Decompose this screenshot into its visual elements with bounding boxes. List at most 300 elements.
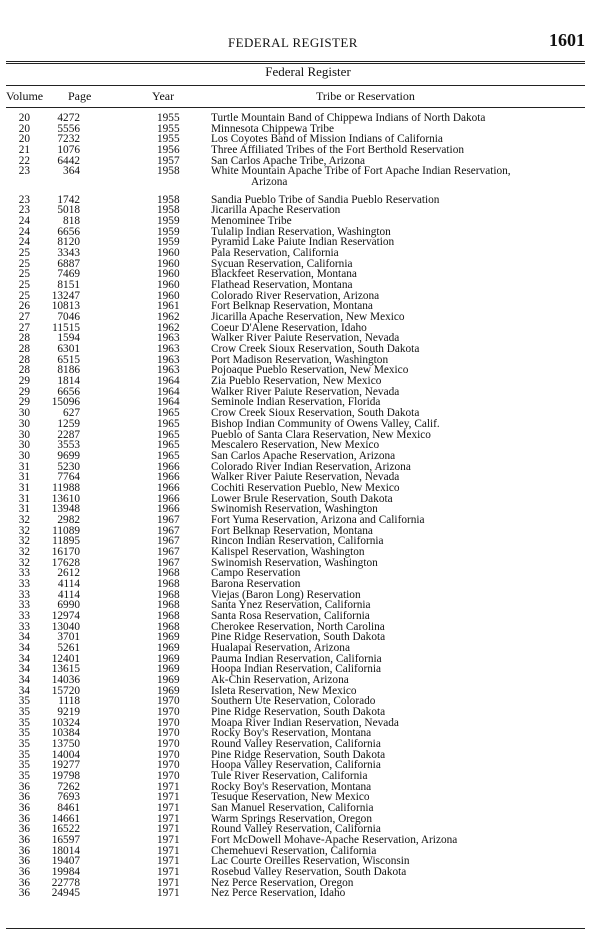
year-cell: 1967 bbox=[157, 556, 180, 569]
volume-cell: 23 bbox=[18, 165, 30, 178]
tribe-text: Rosebud Valley Reservation, South Dakota bbox=[211, 866, 407, 879]
year-cell: 1971 bbox=[157, 844, 180, 857]
page-cell: 11089 bbox=[52, 524, 80, 537]
tribe-text: Swinomish Reservation, Washington bbox=[211, 503, 378, 516]
page-cell: 2982 bbox=[57, 513, 80, 526]
year-cell: 1965 bbox=[157, 449, 180, 462]
page-cell: 2287 bbox=[57, 428, 80, 441]
year-cell: 1960 bbox=[157, 257, 180, 270]
year-cell: 1956 bbox=[157, 144, 180, 157]
tribe-text: Bishop Indian Community of Owens Valley, Calif. bbox=[211, 417, 440, 430]
page-cell: 364 bbox=[63, 165, 80, 178]
volume-cell: 29 bbox=[18, 396, 30, 409]
volume-cell: 32 bbox=[18, 524, 30, 537]
page-cell: 5261 bbox=[57, 641, 80, 654]
year-cell: 1965 bbox=[157, 428, 180, 441]
page-cell: 1076 bbox=[57, 144, 80, 157]
volume-cell: 34 bbox=[18, 631, 30, 644]
page-cell: 6656 bbox=[57, 385, 80, 398]
page-cell: 16170 bbox=[51, 545, 80, 558]
year-cell: 1967 bbox=[157, 545, 180, 558]
volume-cell: 35 bbox=[18, 748, 30, 761]
tribe-text: Crow Creek Sioux Reservation, South Dakota bbox=[211, 407, 420, 420]
page-cell: 13247 bbox=[51, 289, 80, 302]
volume-cell: 35 bbox=[18, 770, 30, 782]
tribe-text: Walker River Paiute Reservation, Nevada bbox=[211, 385, 400, 398]
page-cell: 3701 bbox=[57, 631, 80, 644]
tribe-cell bbox=[211, 166, 591, 187]
volume-cell: 30 bbox=[18, 407, 30, 420]
tribe-text: Minnesota Chippewa Tribe bbox=[211, 122, 335, 135]
page-cell: 18014 bbox=[51, 844, 80, 857]
bottom-rule bbox=[6, 928, 585, 929]
tribe-text: Cherokee Reservation, North Carolina bbox=[211, 620, 385, 633]
tribe-text: Seminole Indian Reservation, Florida bbox=[211, 396, 381, 409]
page-cell: 19984 bbox=[51, 866, 80, 879]
tribe-text: Menominee Tribe bbox=[211, 215, 292, 228]
tribe-text: Rincon Indian Reservation, California bbox=[211, 535, 384, 548]
tribe-text: Ak-Chin Reservation, Arizona bbox=[211, 673, 349, 686]
tribe-text: Rocky Boy's Reservation, Montana bbox=[211, 727, 372, 740]
volume-cell: 35 bbox=[18, 737, 30, 750]
year-cell: 1959 bbox=[157, 215, 180, 228]
volume-cell: 34 bbox=[18, 673, 30, 686]
year-cell: 1965 bbox=[157, 417, 180, 430]
year-cell: 1969 bbox=[157, 673, 180, 686]
volume-cell: 35 bbox=[18, 695, 30, 708]
volume-cell: 33 bbox=[18, 567, 30, 580]
tribe-text: Jicarilla Apache Reservation bbox=[211, 204, 341, 217]
table-row bbox=[0, 205, 616, 216]
table-row bbox=[0, 568, 616, 579]
tribe-text: Walker River Paiute Reservation, Nevada bbox=[211, 471, 400, 484]
page-cell: 6515 bbox=[57, 353, 80, 366]
tribe-text: Barona Reservation bbox=[211, 577, 301, 590]
tribe-text: Pauma Indian Reservation, California bbox=[211, 652, 382, 665]
volume-cell: 33 bbox=[18, 588, 30, 601]
page-cell: 6656 bbox=[57, 225, 80, 238]
year-cell: 1964 bbox=[157, 375, 180, 388]
page-cell: 9219 bbox=[57, 705, 80, 718]
volume-cell: 24 bbox=[18, 215, 30, 228]
volume-cell: 36 bbox=[18, 823, 30, 836]
page-cell: 6442 bbox=[57, 154, 80, 167]
tribe-text: Coeur D'Alene Reservation, Idaho bbox=[211, 321, 367, 334]
tribe-text: Pine Ridge Reservation, South Dakota bbox=[211, 631, 386, 644]
year-cell: 1966 bbox=[157, 460, 180, 473]
page-cell: 10813 bbox=[51, 300, 80, 313]
page-cell: 12974 bbox=[51, 609, 80, 622]
tribe-text: Nez Perce Reservation, Idaho bbox=[211, 887, 346, 900]
tribe-text: Jicarilla Apache Reservation, New Mexico bbox=[211, 311, 405, 324]
volume-cell: 28 bbox=[18, 343, 30, 356]
volume-cell: 27 bbox=[18, 321, 30, 334]
table-row bbox=[0, 166, 616, 187]
year-cell: 1960 bbox=[157, 247, 180, 260]
table-row bbox=[0, 558, 616, 569]
volume-cell: 36 bbox=[18, 780, 30, 793]
tribe-text: Lower Brule Reservation, South Dakota bbox=[211, 492, 393, 505]
page-cell: 11895 bbox=[52, 535, 80, 548]
tribe-text: Campo Reservation bbox=[211, 567, 301, 580]
volume-cell: 20 bbox=[18, 112, 30, 124]
page-cell: 7469 bbox=[57, 268, 80, 281]
year-cell: 1971 bbox=[157, 834, 180, 847]
year-cell: 1963 bbox=[157, 364, 180, 377]
volume-cell: 20 bbox=[18, 133, 30, 146]
volume-cell: 36 bbox=[18, 802, 30, 815]
page-cell: 13750 bbox=[51, 737, 80, 750]
page-cell: 14004 bbox=[51, 748, 80, 761]
volume-cell: 36 bbox=[18, 887, 30, 900]
volume-cell: 31 bbox=[18, 460, 30, 473]
volume-cell: 28 bbox=[18, 353, 30, 366]
year-cell: 1955 bbox=[157, 112, 180, 124]
tribe-text: Kalispel Reservation, Washington bbox=[211, 545, 365, 558]
volume-cell: 24 bbox=[18, 225, 30, 238]
page-cell: 1259 bbox=[57, 417, 80, 430]
volume-cell: 22 bbox=[18, 154, 30, 167]
page-cell: 16597 bbox=[51, 834, 80, 847]
page-cell: 8120 bbox=[57, 236, 80, 249]
volume-cell: 21 bbox=[18, 144, 30, 157]
year-cell: 1971 bbox=[157, 812, 180, 825]
page-cell: 7232 bbox=[57, 133, 80, 146]
page-cell: 22778 bbox=[51, 876, 80, 889]
year-cell: 1962 bbox=[157, 321, 180, 334]
page-cell: 7046 bbox=[57, 311, 80, 324]
volume-cell: 30 bbox=[18, 449, 30, 462]
year-cell: 1969 bbox=[157, 652, 180, 665]
volume-cell: 25 bbox=[18, 279, 30, 292]
tribe-text: Santa Ynez Reservation, California bbox=[211, 599, 371, 612]
year-cell: 1971 bbox=[157, 855, 180, 868]
page-cell: 5230 bbox=[57, 460, 80, 473]
year-cell: 1968 bbox=[157, 588, 180, 601]
tribe-text: Turtle Mountain Band of Chippewa Indians of North Dakota bbox=[211, 112, 486, 124]
page-cell: 6990 bbox=[57, 599, 80, 612]
column-header-volume: Volume bbox=[6, 89, 44, 103]
page-cell: 14661 bbox=[51, 812, 80, 825]
year-cell: 1970 bbox=[157, 759, 180, 772]
volume-cell: 31 bbox=[18, 481, 30, 494]
page-cell: 11515 bbox=[52, 321, 80, 334]
volume-cell: 32 bbox=[18, 513, 30, 526]
year-cell: 1968 bbox=[157, 599, 180, 612]
volume-cell: 33 bbox=[18, 599, 30, 612]
table-body bbox=[0, 113, 616, 899]
page-cell: 2612 bbox=[57, 567, 80, 580]
year-cell: 1966 bbox=[157, 503, 180, 516]
volume-cell: 35 bbox=[18, 716, 30, 729]
tribe-text-continuation: Arizona bbox=[251, 176, 288, 189]
tribe-text: Hoopa Valley Reservation, California bbox=[211, 759, 381, 772]
page-cell: 7262 bbox=[57, 780, 80, 793]
tribe-text: Round Valley Reservation, California bbox=[211, 823, 381, 836]
tribe-text: Fort Belknap Reservation, Montana bbox=[211, 300, 373, 313]
volume-cell: 36 bbox=[18, 791, 30, 804]
volume-cell: 36 bbox=[18, 876, 30, 889]
tribe-text: Warm Springs Reservation, Oregon bbox=[211, 812, 372, 825]
volume-cell: 31 bbox=[18, 492, 30, 505]
year-cell: 1963 bbox=[157, 353, 180, 366]
year-cell: 1959 bbox=[157, 225, 180, 238]
year-cell: 1970 bbox=[157, 705, 180, 718]
tribe-text: Three Affiliated Tribes of the Fort Berthold Reservation bbox=[211, 144, 464, 157]
volume-cell: 33 bbox=[18, 577, 30, 590]
volume-cell: 28 bbox=[18, 364, 30, 377]
year-cell: 1960 bbox=[157, 279, 180, 292]
tribe-text: Pine Ridge Reservation, South Dakota bbox=[211, 748, 386, 761]
volume-cell: 32 bbox=[18, 545, 30, 558]
year-cell: 1960 bbox=[157, 268, 180, 281]
tribe-text: Tesuque Reservation, New Mexico bbox=[211, 791, 370, 804]
page-cell: 9699 bbox=[57, 449, 80, 462]
volume-cell: 26 bbox=[18, 300, 30, 313]
page-cell: 4114 bbox=[57, 577, 80, 590]
tribe-text: Moapa River Indian Reservation, Nevada bbox=[211, 716, 399, 729]
tribe-text: Santa Rosa Reservation, California bbox=[211, 609, 370, 622]
tribe-text: Hoopa Indian Reservation, California bbox=[211, 663, 382, 676]
year-cell: 1960 bbox=[157, 289, 180, 302]
page-cell: 4114 bbox=[57, 588, 80, 601]
page-cell: 14036 bbox=[51, 673, 80, 686]
volume-cell: 33 bbox=[18, 620, 30, 633]
volume-cell: 34 bbox=[18, 641, 30, 654]
tribe-text: Fort Yuma Reservation, Arizona and California bbox=[211, 513, 425, 526]
page-cell: 13948 bbox=[51, 503, 80, 516]
volume-cell: 36 bbox=[18, 812, 30, 825]
tribe-text: Tulalip Indian Reservation, Washington bbox=[211, 225, 391, 238]
volume-cell: 30 bbox=[18, 428, 30, 441]
tribe-text: Walker River Paiute Reservation, Nevada bbox=[211, 332, 400, 345]
page-cell: 12401 bbox=[51, 652, 80, 665]
volume-cell: 25 bbox=[18, 268, 30, 281]
tribe-text: Pala Reservation, California bbox=[211, 247, 339, 260]
tribe-text: Crow Creek Sioux Reservation, South Dakota bbox=[211, 343, 420, 356]
volume-cell: 36 bbox=[18, 855, 30, 868]
year-cell: 1970 bbox=[157, 748, 180, 761]
year-cell: 1968 bbox=[157, 620, 180, 633]
volume-cell: 35 bbox=[18, 759, 30, 772]
tribe-text: Pueblo of Santa Clara Reservation, New Mexico bbox=[211, 428, 431, 441]
year-cell: 1957 bbox=[157, 154, 180, 167]
page-cell: 8186 bbox=[57, 364, 80, 377]
year-cell: 1963 bbox=[157, 343, 180, 356]
volume-cell: 29 bbox=[18, 385, 30, 398]
page-cell: 19277 bbox=[51, 759, 80, 772]
page-cell: 5556 bbox=[57, 122, 80, 135]
year-cell: 1968 bbox=[157, 577, 180, 590]
tribe-text: Rocky Boy's Reservation, Montana bbox=[211, 780, 372, 793]
year-cell: 1963 bbox=[157, 332, 180, 345]
page-cell: 3553 bbox=[57, 439, 80, 452]
tribe-text: Swinomish Reservation, Washington bbox=[211, 556, 378, 569]
tribe-text: Cochiti Reservation Pueblo, New Mexico bbox=[211, 481, 400, 494]
table-title: Federal Register bbox=[265, 64, 351, 79]
volume-cell: 24 bbox=[18, 236, 30, 249]
page-cell: 13610 bbox=[51, 492, 80, 505]
tribe-text: Pine Ridge Reservation, South Dakota bbox=[211, 705, 386, 718]
year-cell: 1969 bbox=[157, 663, 180, 676]
volume-cell: 33 bbox=[18, 609, 30, 622]
tribe-text: Colorado River Reservation, Arizona bbox=[211, 289, 380, 302]
page-cell: 8151 bbox=[57, 279, 80, 292]
year-cell: 1966 bbox=[157, 471, 180, 484]
page-cell: 16522 bbox=[51, 823, 80, 836]
year-cell: 1970 bbox=[157, 770, 180, 782]
year-cell: 1966 bbox=[157, 481, 180, 494]
volume-cell: 34 bbox=[18, 663, 30, 676]
table-row bbox=[0, 888, 616, 899]
column-header-page: Page bbox=[68, 89, 92, 103]
page-cell: 4272 bbox=[57, 112, 80, 124]
header-top-rule bbox=[6, 85, 585, 86]
page-cell: 17628 bbox=[51, 556, 80, 569]
tribe-text: White Mountain Apache Tribe of Fort Apache Indian Reservation, bbox=[211, 165, 511, 178]
page-cell: 6301 bbox=[57, 343, 80, 356]
volume-cell: 35 bbox=[18, 705, 30, 718]
year-cell: 1964 bbox=[157, 385, 180, 398]
page-cell: 19407 bbox=[51, 855, 80, 868]
tribe-text: San Carlos Apache Reservation, Arizona bbox=[211, 449, 396, 462]
volume-cell: 35 bbox=[18, 727, 30, 740]
year-cell: 1962 bbox=[157, 311, 180, 324]
tribe-text: Flathead Reservation, Montana bbox=[211, 279, 353, 292]
tribe-text: Lac Courte Oreilles Reservation, Wisconsin bbox=[211, 855, 410, 868]
year-cell: 1967 bbox=[157, 535, 180, 548]
year-cell: 1959 bbox=[157, 236, 180, 249]
year-cell: 1971 bbox=[157, 887, 180, 900]
running-head: FEDERAL REGISTER bbox=[228, 35, 358, 50]
page-cell: 10384 bbox=[51, 727, 80, 740]
year-cell: 1969 bbox=[157, 631, 180, 644]
page-cell: 10324 bbox=[51, 716, 80, 729]
volume-cell: 25 bbox=[18, 247, 30, 260]
year-cell: 1961 bbox=[157, 300, 180, 313]
tribe-text: Pyramid Lake Paiute Indian Reservation bbox=[211, 236, 395, 249]
page-cell: 3343 bbox=[57, 247, 80, 260]
volume-cell: 32 bbox=[18, 556, 30, 569]
volume-cell: 23 bbox=[18, 193, 30, 206]
volume-cell: 36 bbox=[18, 844, 30, 857]
tribe-text: Fort McDowell Mohave-Apache Reservation, Arizona bbox=[211, 834, 458, 847]
page-cell: 1594 bbox=[57, 332, 80, 345]
tribe-text: Round Valley Reservation, California bbox=[211, 737, 381, 750]
volume-cell: 30 bbox=[18, 417, 30, 430]
volume-cell: 31 bbox=[18, 471, 30, 484]
year-cell: 1971 bbox=[157, 802, 180, 815]
year-cell: 1964 bbox=[157, 396, 180, 409]
year-cell: 1970 bbox=[157, 716, 180, 729]
volume-cell: 29 bbox=[18, 375, 30, 388]
page-cell: 11988 bbox=[52, 481, 80, 494]
volume-cell: 34 bbox=[18, 684, 30, 697]
page-cell: 8461 bbox=[57, 802, 80, 815]
year-cell: 1968 bbox=[157, 567, 180, 580]
page-cell: 627 bbox=[63, 407, 80, 420]
year-cell: 1969 bbox=[157, 684, 180, 697]
page-header bbox=[0, 0, 616, 60]
tribe-text: Hualapai Reservation, Arizona bbox=[211, 641, 350, 654]
tribe-text: Pojoaque Pueblo Reservation, New Mexico bbox=[211, 364, 409, 377]
volume-cell: 34 bbox=[18, 652, 30, 665]
tribe-text: Nez Perce Reservation, Oregon bbox=[211, 876, 354, 889]
tribe-text: Tule River Reservation, California bbox=[211, 770, 368, 782]
volume-cell: 23 bbox=[18, 204, 30, 217]
tribe-text: Mescalero Reservation, New Mexico bbox=[211, 439, 380, 452]
volume-cell: 36 bbox=[18, 834, 30, 847]
page-cell: 15720 bbox=[51, 684, 80, 697]
year-cell: 1965 bbox=[157, 407, 180, 420]
volume-cell: 32 bbox=[18, 535, 30, 548]
tribe-text: Southern Ute Reservation, Colorado bbox=[211, 695, 376, 708]
volume-cell: 30 bbox=[18, 439, 30, 452]
year-cell: 1955 bbox=[157, 122, 180, 135]
volume-cell: 31 bbox=[18, 503, 30, 516]
page-cell: 7693 bbox=[57, 791, 80, 804]
page-cell: 5018 bbox=[57, 204, 80, 217]
year-cell: 1967 bbox=[157, 513, 180, 526]
page-cell: 818 bbox=[63, 215, 80, 228]
year-cell: 1971 bbox=[157, 791, 180, 804]
page-cell: 1814 bbox=[57, 375, 80, 388]
year-cell: 1970 bbox=[157, 727, 180, 740]
year-cell: 1967 bbox=[157, 524, 180, 537]
tribe-text: Port Madison Reservation, Washington bbox=[211, 353, 389, 366]
header-bottom-rule bbox=[6, 107, 585, 108]
tribe-text: Isleta Reservation, New Mexico bbox=[211, 684, 357, 697]
volume-cell: 36 bbox=[18, 866, 30, 879]
column-header-tribe: Tribe or Reservation bbox=[316, 89, 415, 103]
page-cell: 6887 bbox=[57, 257, 80, 270]
tribe-text: Fort Belknap Reservation, Montana bbox=[211, 524, 373, 537]
tribe-cell bbox=[211, 888, 591, 899]
year-cell: 1966 bbox=[157, 492, 180, 505]
page-cell: 24945 bbox=[51, 887, 80, 900]
volume-cell: 28 bbox=[18, 332, 30, 345]
year-cell: 1970 bbox=[157, 737, 180, 750]
page-cell: 1742 bbox=[57, 193, 80, 206]
year-cell: 1971 bbox=[157, 823, 180, 836]
volume-cell: 25 bbox=[18, 289, 30, 302]
tribe-text: San Carlos Apache Tribe, Arizona bbox=[211, 154, 366, 167]
year-cell: 1958 bbox=[157, 204, 180, 217]
top-rule-double-1 bbox=[6, 61, 585, 62]
year-cell: 1971 bbox=[157, 780, 180, 793]
tribe-text: Sycuan Reservation, California bbox=[211, 257, 353, 270]
year-cell: 1955 bbox=[157, 133, 180, 146]
column-header-year: Year bbox=[152, 89, 175, 103]
year-cell: 1969 bbox=[157, 641, 180, 654]
page-cell: 15096 bbox=[51, 396, 80, 409]
page-cell: 1118 bbox=[58, 695, 80, 708]
page-cell: 13040 bbox=[51, 620, 80, 633]
tribe-text: Chemehuevi Reservation, California bbox=[211, 844, 377, 857]
year-cell: 1971 bbox=[157, 866, 180, 879]
tribe-text: San Manuel Reservation, California bbox=[211, 802, 374, 815]
volume-cell: 27 bbox=[18, 311, 30, 324]
year-cell: 1965 bbox=[157, 439, 180, 452]
tribe-text: Colorado River Indian Reservation, Arizona bbox=[211, 460, 411, 473]
year-cell: 1958 bbox=[157, 193, 180, 206]
tribe-text: Sandia Pueblo Tribe of Sandia Pueblo Reservation bbox=[211, 193, 440, 206]
year-cell: 1970 bbox=[157, 695, 180, 708]
tribe-text: Viejas (Baron Long) Reservation bbox=[211, 588, 361, 601]
page-cell: 13615 bbox=[51, 663, 80, 676]
year-cell: 1968 bbox=[157, 609, 180, 622]
page-cell: 7764 bbox=[57, 471, 80, 484]
